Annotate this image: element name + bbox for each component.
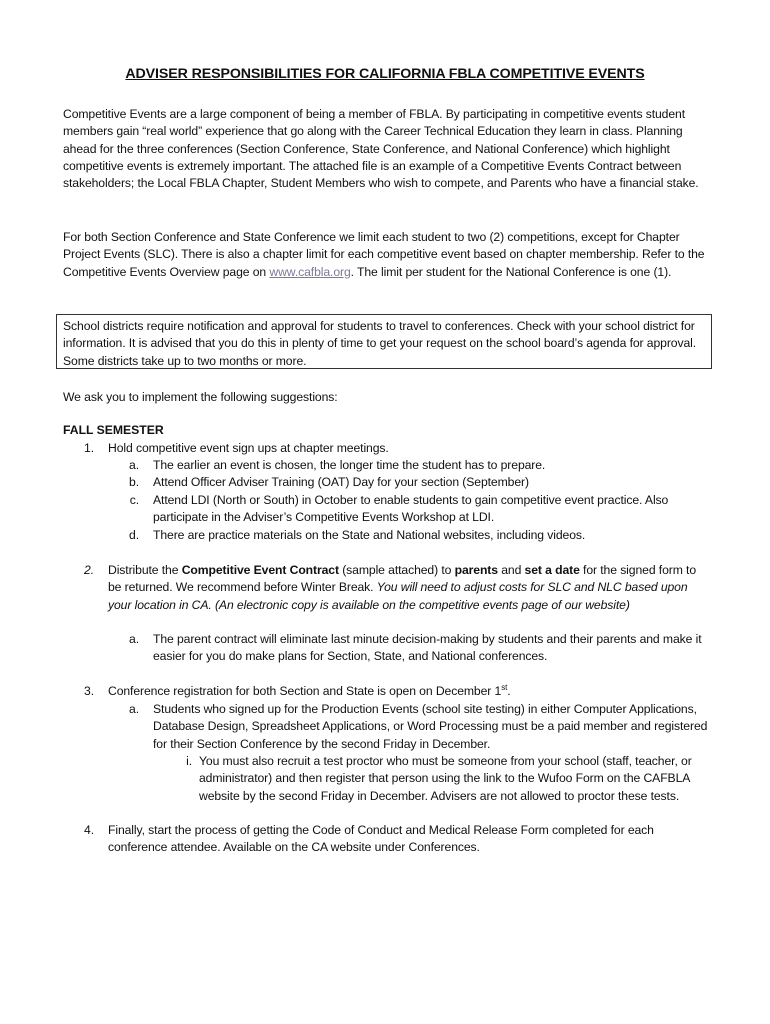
- suggestions-intro: We ask you to implement the following suggestions:: [63, 390, 338, 404]
- text: and: [497, 563, 525, 577]
- list-item-text: [108, 562, 708, 614]
- sub-letter: a.: [129, 632, 139, 646]
- list-number: 1.: [84, 441, 94, 455]
- text: Distribute the: [108, 563, 182, 577]
- list-item-text: Finally, start the process of getting the Code of Conduct and Medical Release Form completed for each conference attendee. Available on the CA website under Conferences.: [108, 823, 654, 855]
- bold-contract: Competitive Event Contract: [181, 563, 339, 577]
- limits-text: For both Section Conference and State Conference we limit each student to two (2) competitions, except for Chapter Project Events (SLC). There is also a chapter limit for each competitive event based on chapter membership. Refer to the Competitive Events Overview page on: [63, 230, 705, 279]
- bold-set-date: set a date: [524, 563, 580, 577]
- list-number: 2.: [84, 563, 94, 577]
- cafbla-link[interactable]: www.cafbla.org: [269, 264, 351, 279]
- sub-letter: a.: [129, 702, 139, 716]
- sub-letter: c.: [129, 493, 139, 507]
- italic-note: You will need to adjust costs for SLC and NLC based upon your location in CA. (An electronic copy is available on the competitive events page of our website): [108, 580, 688, 612]
- intro-paragraph: Competitive Events are a large component of being a member of FBLA. By participating in competitive events student members gain “real world” experience that go along with the Career Technical Education they learn in class. Planning ahead for the three conferences (Section Conference, State Conference, and National Conference) which highlight competitive events is extremely important. The attached file is an example of a Competitive Events Contract between stakeholders; the Local FBLA Chapter, Student Members who wish to compete, and Parents who have a financial stake.: [63, 107, 699, 191]
- list-number: 3.: [84, 684, 94, 698]
- notice-box: School districts require notification and approval for students to travel to conferences. Check with your school district for information. It is advised that you do this in plenty of time to get your request on the school board’s agenda for approval. Some districts take up to two months or more.: [56, 314, 712, 369]
- document-title: ADVISER RESPONSIBILITIES FOR CALIFORNIA FBLA COMPETITIVE EVENTS: [125, 66, 645, 82]
- list-item-text: [108, 683, 713, 700]
- sub-item-text: The earlier an event is chosen, the longer time the student has to prepare.: [153, 458, 546, 472]
- text: Conference registration for both Section and State is open on December 1: [108, 684, 502, 698]
- sub-letter: a.: [129, 458, 139, 472]
- sub-item-text: Attend Officer Adviser Training (OAT) Day for your section (September): [153, 475, 529, 489]
- limits-paragraph: [63, 229, 713, 281]
- sub-item-text: Attend LDI (North or South) in October to enable students to gain competitive event practice. Also participate in the Adviser’s Competitive Events Workshop at LDI.: [153, 493, 669, 525]
- sub-letter: b.: [129, 475, 139, 489]
- sub-item-text: Students who signed up for the Production Events (school site testing) in either Computer Applications, Database Design, Spreadsheet Applications, or Word Processing must be a paid member and registered for their Section Conference by the second Friday in December.: [153, 702, 708, 751]
- list-item-text: Hold competitive event sign ups at chapter meetings.: [108, 441, 389, 455]
- text: for the signed form to be returned. We recommend before Winter Break.: [108, 563, 697, 595]
- list-number: 4.: [84, 823, 94, 837]
- text: .: [507, 684, 511, 698]
- sub-item-text: The parent contract will eliminate last minute decision-making by students and their parents and make it easier for you do make plans for Section, State, and National conferences.: [153, 632, 702, 664]
- text: (sample attached) to: [338, 563, 455, 577]
- sub-sub-item-text: You must also recruit a test proctor who must be someone from your school (staff, teacher, or administrator) and then register that person using the link to the Wufoo Form on the CAFBLA website by the second Friday in December. Advisers are not allowed to proctor these tests.: [199, 754, 692, 803]
- sub-roman: i.: [186, 754, 192, 768]
- limits-text-end: . The limit per student for the National Conference is one (1).: [350, 264, 672, 279]
- sub-item-text: There are practice materials on the State and National websites, including videos.: [153, 528, 586, 542]
- superscript: st: [501, 682, 508, 692]
- fall-semester-heading: FALL SEMESTER: [63, 423, 164, 437]
- sub-letter: d.: [129, 528, 139, 542]
- bold-parents: parents: [454, 563, 498, 577]
